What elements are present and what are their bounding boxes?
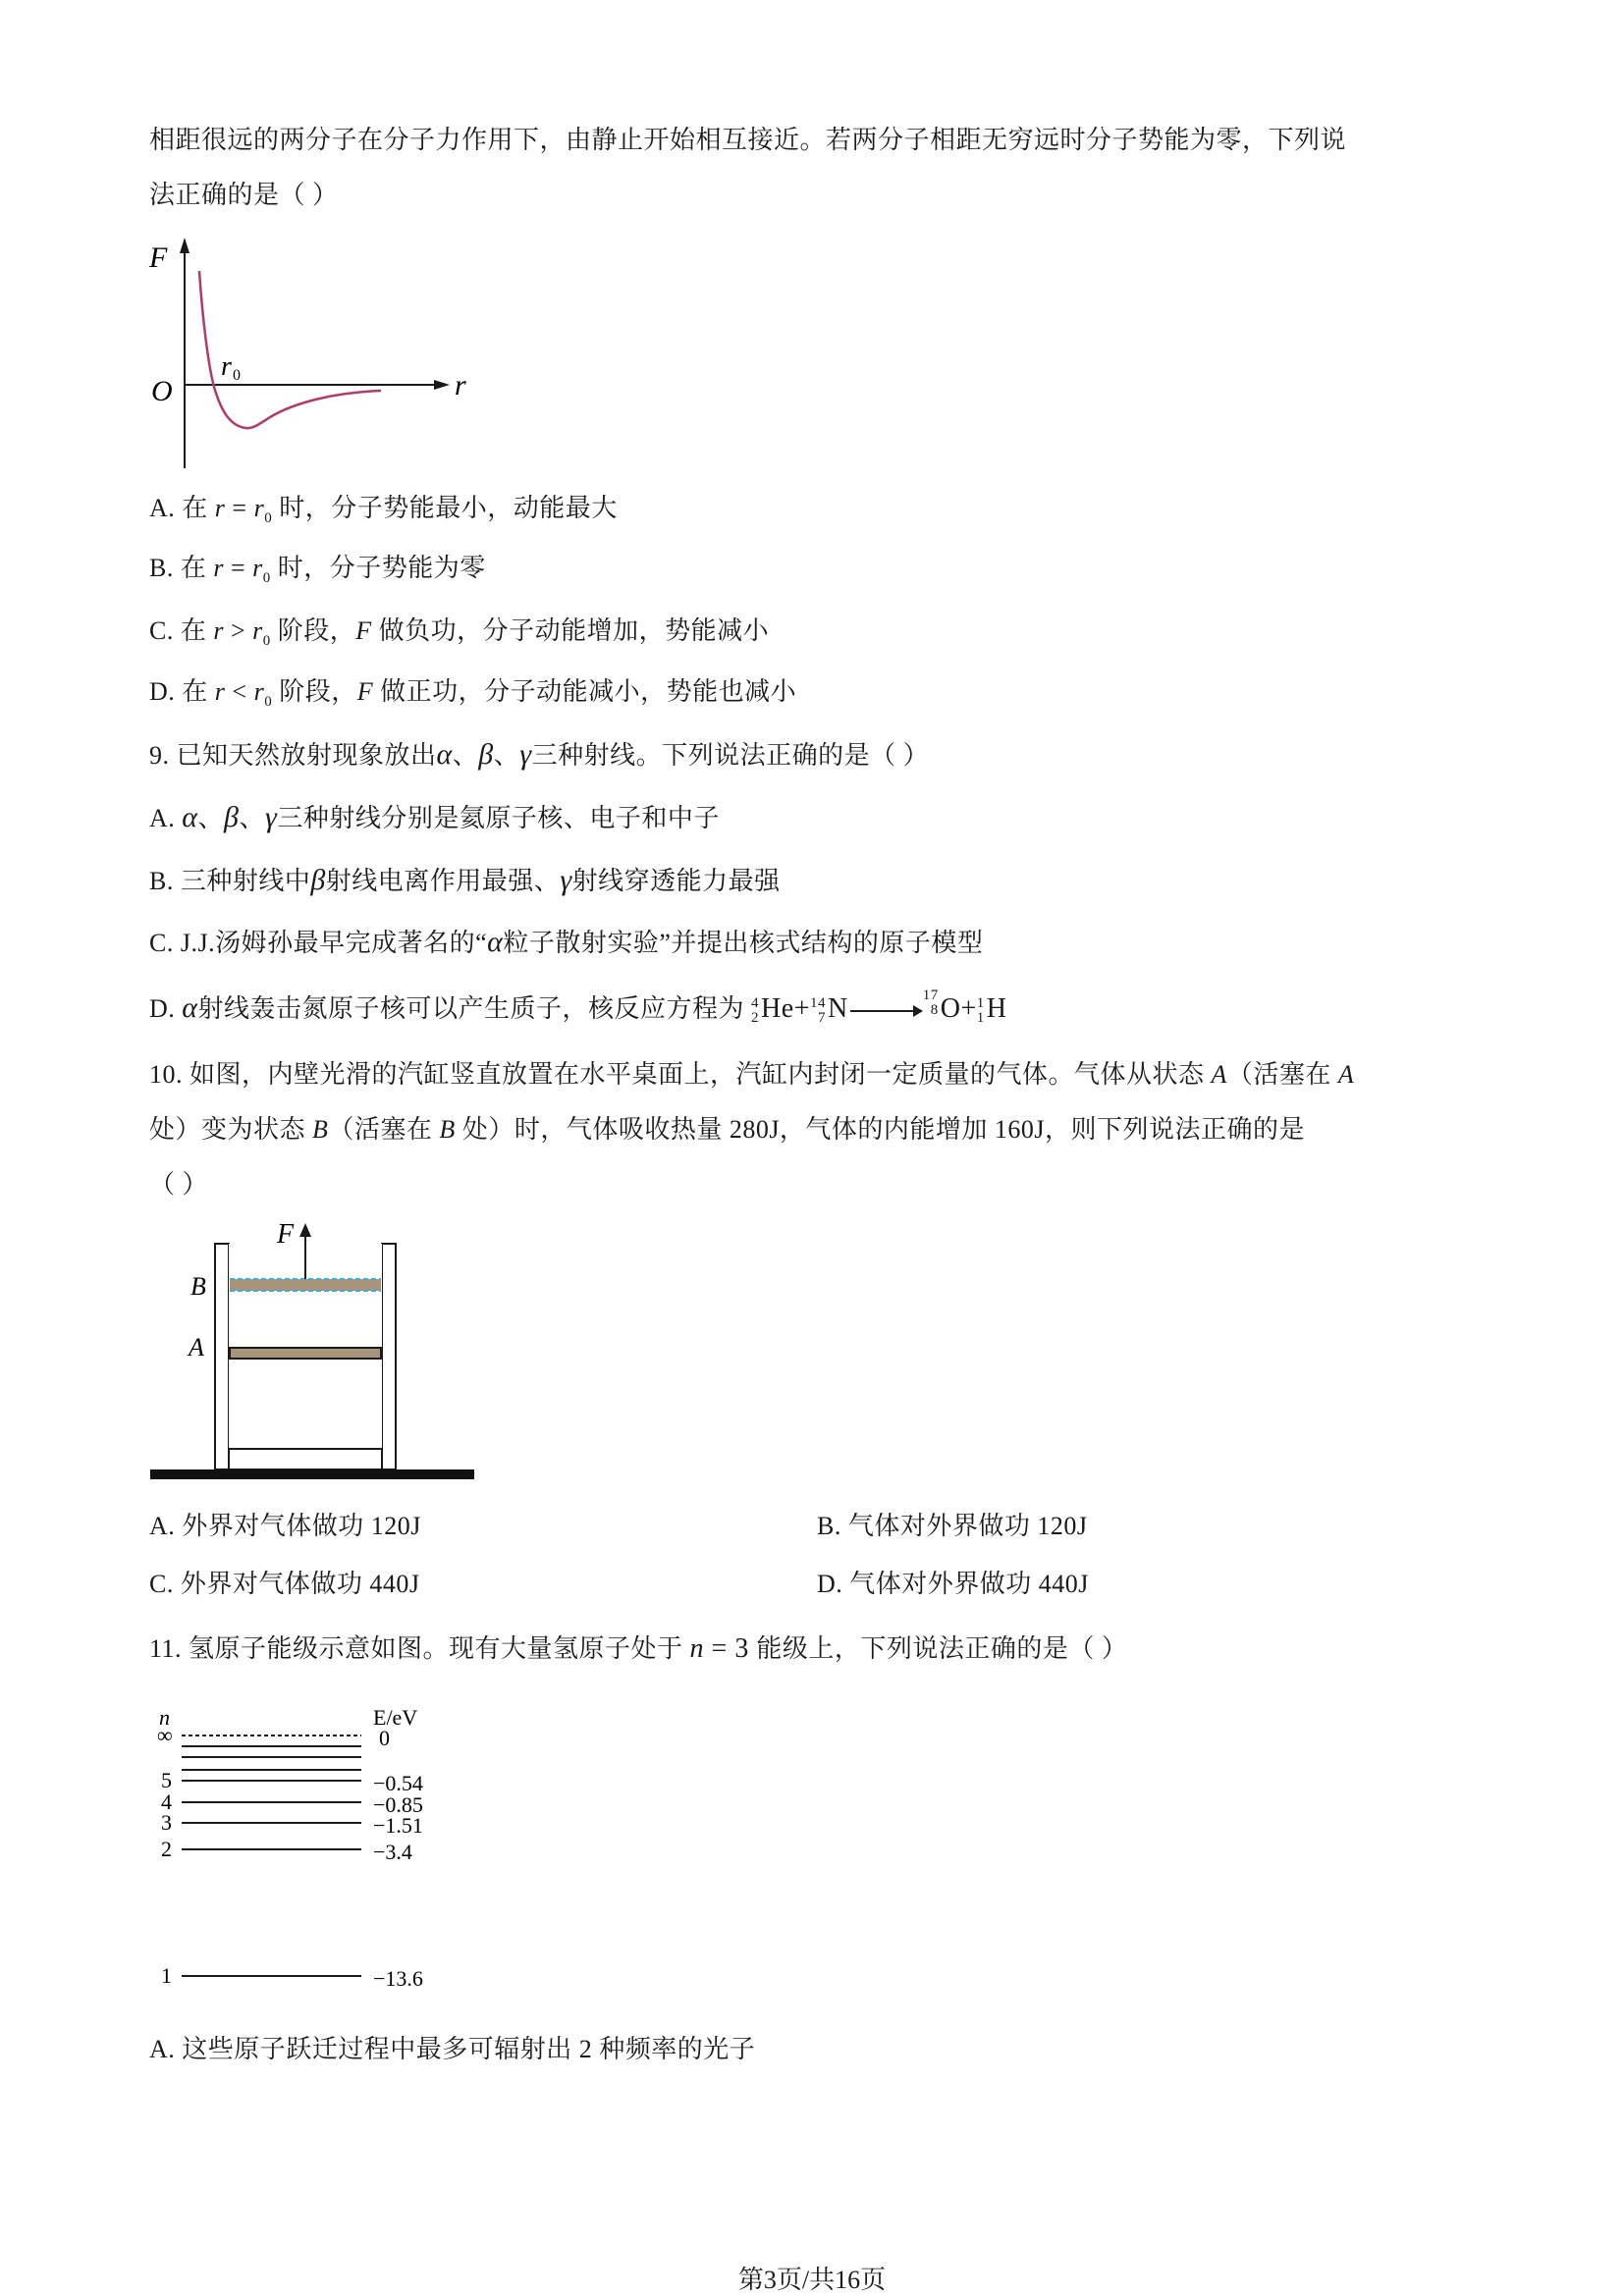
q11-option-a[interactable]: A. 这些原子跃迁过程中最多可辐射出 2 种频率的光子 bbox=[149, 2035, 756, 2063]
n-mass: 14 bbox=[810, 994, 826, 1011]
plus-sign: + bbox=[793, 993, 810, 1024]
n-value: = 3 bbox=[704, 1633, 757, 1664]
r-axis-arrow bbox=[434, 380, 450, 390]
state-a-var: A bbox=[1211, 1060, 1227, 1089]
force-curve bbox=[199, 271, 381, 428]
var-r0: r bbox=[252, 554, 263, 582]
option-text-2: 粒子散射实验”并提出核式结构的原子模型 bbox=[503, 929, 984, 957]
subscript: 0 bbox=[262, 570, 271, 586]
var-r0: r bbox=[253, 494, 265, 522]
q10-option-b[interactable]: B. 气体对外界做功 120J bbox=[817, 1512, 1088, 1540]
level-n-label: 5 bbox=[161, 1768, 172, 1792]
r0-label-sub: 0 bbox=[233, 367, 241, 384]
level-energy-label: −1.51 bbox=[373, 1813, 423, 1838]
label-b: B bbox=[190, 1272, 206, 1301]
var-r0: r bbox=[253, 677, 265, 706]
option-text-2: 射线穿透能力最强 bbox=[571, 867, 781, 895]
cylinder-bottom bbox=[229, 1449, 382, 1469]
he-prescript bbox=[751, 996, 759, 1026]
option-text: 时，分子势能最小，动能最大 bbox=[272, 494, 618, 522]
option-prefix: D. 在 bbox=[149, 677, 215, 706]
option-prefix: B. 三种射线中 bbox=[149, 867, 311, 895]
f-axis-arrow bbox=[180, 238, 189, 253]
f-axis-label: F bbox=[149, 241, 168, 274]
n-symbol: N bbox=[828, 993, 848, 1024]
force-label: F bbox=[277, 1219, 295, 1250]
q10-stem-text-5: 处）时，气体吸收热量 280J，气体的内能增加 160J，则下列说法正确的是 bbox=[455, 1115, 1306, 1144]
q10-stem-text: 10. 如图，内壁光滑的汽缸竖直放置在水平桌面上，汽缸内封闭一定质量的气体。气体从状态 bbox=[149, 1060, 1212, 1089]
q11-stem-text-2: 能级上，下列说法正确的是（ ） bbox=[756, 1634, 1128, 1663]
operator: > bbox=[223, 616, 253, 645]
q10-option-a[interactable]: A. 外界对气体做功 120J bbox=[149, 1512, 421, 1540]
q8-option-b[interactable] bbox=[149, 552, 486, 589]
q10-stem-line1 bbox=[149, 1058, 1354, 1092]
option-text-2: 做负功，分子动能增加，势能减小 bbox=[371, 616, 770, 645]
alpha-symbol: α bbox=[182, 801, 198, 833]
o-symbol: O bbox=[940, 993, 961, 1024]
var-f: F bbox=[356, 677, 374, 706]
level-n-label: 2 bbox=[161, 1837, 172, 1861]
level-n-label: ∞ bbox=[157, 1723, 173, 1747]
subscript: 0 bbox=[264, 510, 273, 526]
q11-stem bbox=[149, 1632, 1127, 1666]
q8-stem-line1: 相距很远的两分子在分子力作用下，由静止开始相互接近。若两分子相距无穷远时分子势能为零，下列说 bbox=[149, 126, 1347, 154]
operator: = bbox=[223, 554, 253, 582]
q9-option-a[interactable] bbox=[149, 801, 720, 835]
o-mass: 17 bbox=[922, 987, 939, 1003]
nuclear-equation bbox=[751, 987, 1007, 1026]
r-axis-label: r bbox=[455, 369, 466, 401]
var-r0: r bbox=[252, 616, 263, 645]
level-energy-label: −0.85 bbox=[373, 1792, 423, 1817]
cylinder-left-wall bbox=[215, 1244, 229, 1469]
q11-energy-level-figure bbox=[137, 1708, 471, 2007]
n-charge: 7 bbox=[818, 1009, 826, 1026]
alpha-symbol: α bbox=[436, 738, 453, 771]
var-r: r bbox=[213, 554, 224, 582]
alpha-symbol: α bbox=[487, 926, 504, 958]
level-n-label: 4 bbox=[161, 1789, 172, 1814]
option-text-2: 做正功，分子动能减小，势能也减小 bbox=[373, 677, 797, 706]
operator: = bbox=[225, 494, 254, 522]
option-text: C. J.J.汤姆孙最早完成著名的“ bbox=[149, 929, 488, 957]
o-charge: 8 bbox=[930, 1001, 939, 1018]
operator: < bbox=[225, 677, 254, 706]
q9-option-d[interactable] bbox=[149, 987, 1007, 1026]
state-a-var: A bbox=[1337, 1060, 1355, 1089]
reaction-arrow-icon bbox=[850, 1010, 921, 1012]
state-b-var: B bbox=[439, 1115, 456, 1144]
q8-option-d[interactable] bbox=[149, 675, 796, 713]
q10-cylinder-figure bbox=[137, 1217, 491, 1497]
option-prefix: C. 在 bbox=[149, 616, 214, 645]
var-r: r bbox=[214, 494, 226, 522]
option-prefix: B. 在 bbox=[149, 554, 214, 582]
q10-option-d[interactable]: D. 气体对外界做功 440J bbox=[817, 1570, 1089, 1598]
o-prescript bbox=[923, 988, 939, 1018]
level-energy-label: 0 bbox=[379, 1726, 390, 1750]
piston-b bbox=[230, 1279, 381, 1291]
n-prescript bbox=[810, 996, 826, 1026]
beta-symbol: β bbox=[310, 864, 326, 896]
q9-stem bbox=[149, 738, 929, 773]
q10-stem-line3: （ ） bbox=[149, 1170, 209, 1199]
q10-stem-text-2: （活塞在 bbox=[1226, 1060, 1338, 1089]
he-mass: 4 bbox=[751, 994, 760, 1011]
option-text: 射线电离作用最强、 bbox=[325, 867, 561, 895]
var-f: F bbox=[355, 616, 372, 645]
piston-a bbox=[230, 1348, 381, 1359]
option-prefix: A. bbox=[149, 804, 183, 832]
h-charge: 1 bbox=[976, 1009, 985, 1026]
option-text: 阶段， bbox=[270, 616, 356, 645]
separator: 、 bbox=[197, 804, 225, 832]
level-energy-label: −0.54 bbox=[373, 1771, 423, 1795]
q9-stem-text: 9. 已知天然放射现象放出 bbox=[149, 741, 437, 770]
beta-symbol: β bbox=[478, 738, 494, 771]
q10-option-c[interactable]: C. 外界对气体做功 440J bbox=[149, 1570, 420, 1598]
option-prefix: A. 在 bbox=[149, 494, 215, 522]
force-arrow-head bbox=[299, 1223, 311, 1237]
q8-force-curve-figure bbox=[137, 228, 491, 478]
q8-stem-line2: 法正确的是（ ） bbox=[149, 181, 339, 209]
n-label: n bbox=[159, 1708, 170, 1730]
h-prescript bbox=[977, 996, 985, 1026]
subscript: 0 bbox=[262, 633, 271, 649]
state-b-var: B bbox=[312, 1115, 329, 1144]
separator: 、 bbox=[239, 804, 266, 832]
q8-option-c[interactable] bbox=[149, 614, 769, 652]
q10-stem-text-4: （活塞在 bbox=[328, 1115, 440, 1144]
level-n-label: 1 bbox=[161, 1963, 172, 1988]
h-mass: 1 bbox=[976, 994, 985, 1011]
option-text: 时，分子势能为零 bbox=[270, 554, 486, 582]
label-a: A bbox=[189, 1333, 204, 1362]
alpha-symbol: α bbox=[182, 991, 198, 1024]
option-text: 射线轰击氮原子核可以产生质子，核反应方程为 bbox=[197, 994, 745, 1023]
separator: 、 bbox=[452, 741, 479, 770]
q10-stem-text-3: 处）变为状态 bbox=[149, 1115, 313, 1144]
subscript: 0 bbox=[264, 694, 273, 710]
q9-option-c[interactable] bbox=[149, 926, 983, 960]
beta-symbol: β bbox=[224, 801, 240, 833]
gamma-symbol: γ bbox=[560, 864, 572, 896]
origin-label: O bbox=[151, 375, 173, 407]
page-footer: 第3页/共16页 bbox=[737, 2266, 887, 2294]
level-energy-label: −13.6 bbox=[373, 1966, 423, 1991]
he-charge: 2 bbox=[751, 1009, 760, 1026]
q10-stem-line2 bbox=[149, 1113, 1305, 1147]
option-prefix: D. bbox=[149, 994, 183, 1023]
var-r: r bbox=[213, 616, 224, 645]
gamma-symbol: γ bbox=[519, 738, 532, 771]
e-label: E/eV bbox=[373, 1708, 418, 1730]
table-surface bbox=[150, 1469, 474, 1479]
he-symbol: He bbox=[761, 993, 794, 1024]
q8-option-a[interactable] bbox=[149, 492, 618, 529]
option-text: 三种射线分别是氦原子核、电子和中子 bbox=[277, 804, 720, 832]
n-var: n bbox=[689, 1633, 705, 1664]
separator: 、 bbox=[493, 741, 520, 770]
option-text: 阶段， bbox=[272, 677, 357, 706]
var-r: r bbox=[214, 677, 226, 706]
q9-option-b[interactable] bbox=[149, 864, 781, 898]
level-energy-label: −3.4 bbox=[373, 1840, 412, 1864]
q9-stem-text-2: 三种射线。下列说法正确的是（ ） bbox=[531, 741, 930, 770]
r0-label: r bbox=[221, 351, 232, 382]
plus-sign: + bbox=[960, 993, 977, 1024]
h-symbol: H bbox=[986, 993, 1007, 1024]
level-n-label: 3 bbox=[161, 1810, 172, 1835]
q11-stem-text: 11. 氢原子能级示意如图。现有大量氢原子处于 bbox=[149, 1634, 690, 1663]
gamma-symbol: γ bbox=[265, 801, 278, 833]
cylinder-right-wall bbox=[382, 1244, 396, 1469]
